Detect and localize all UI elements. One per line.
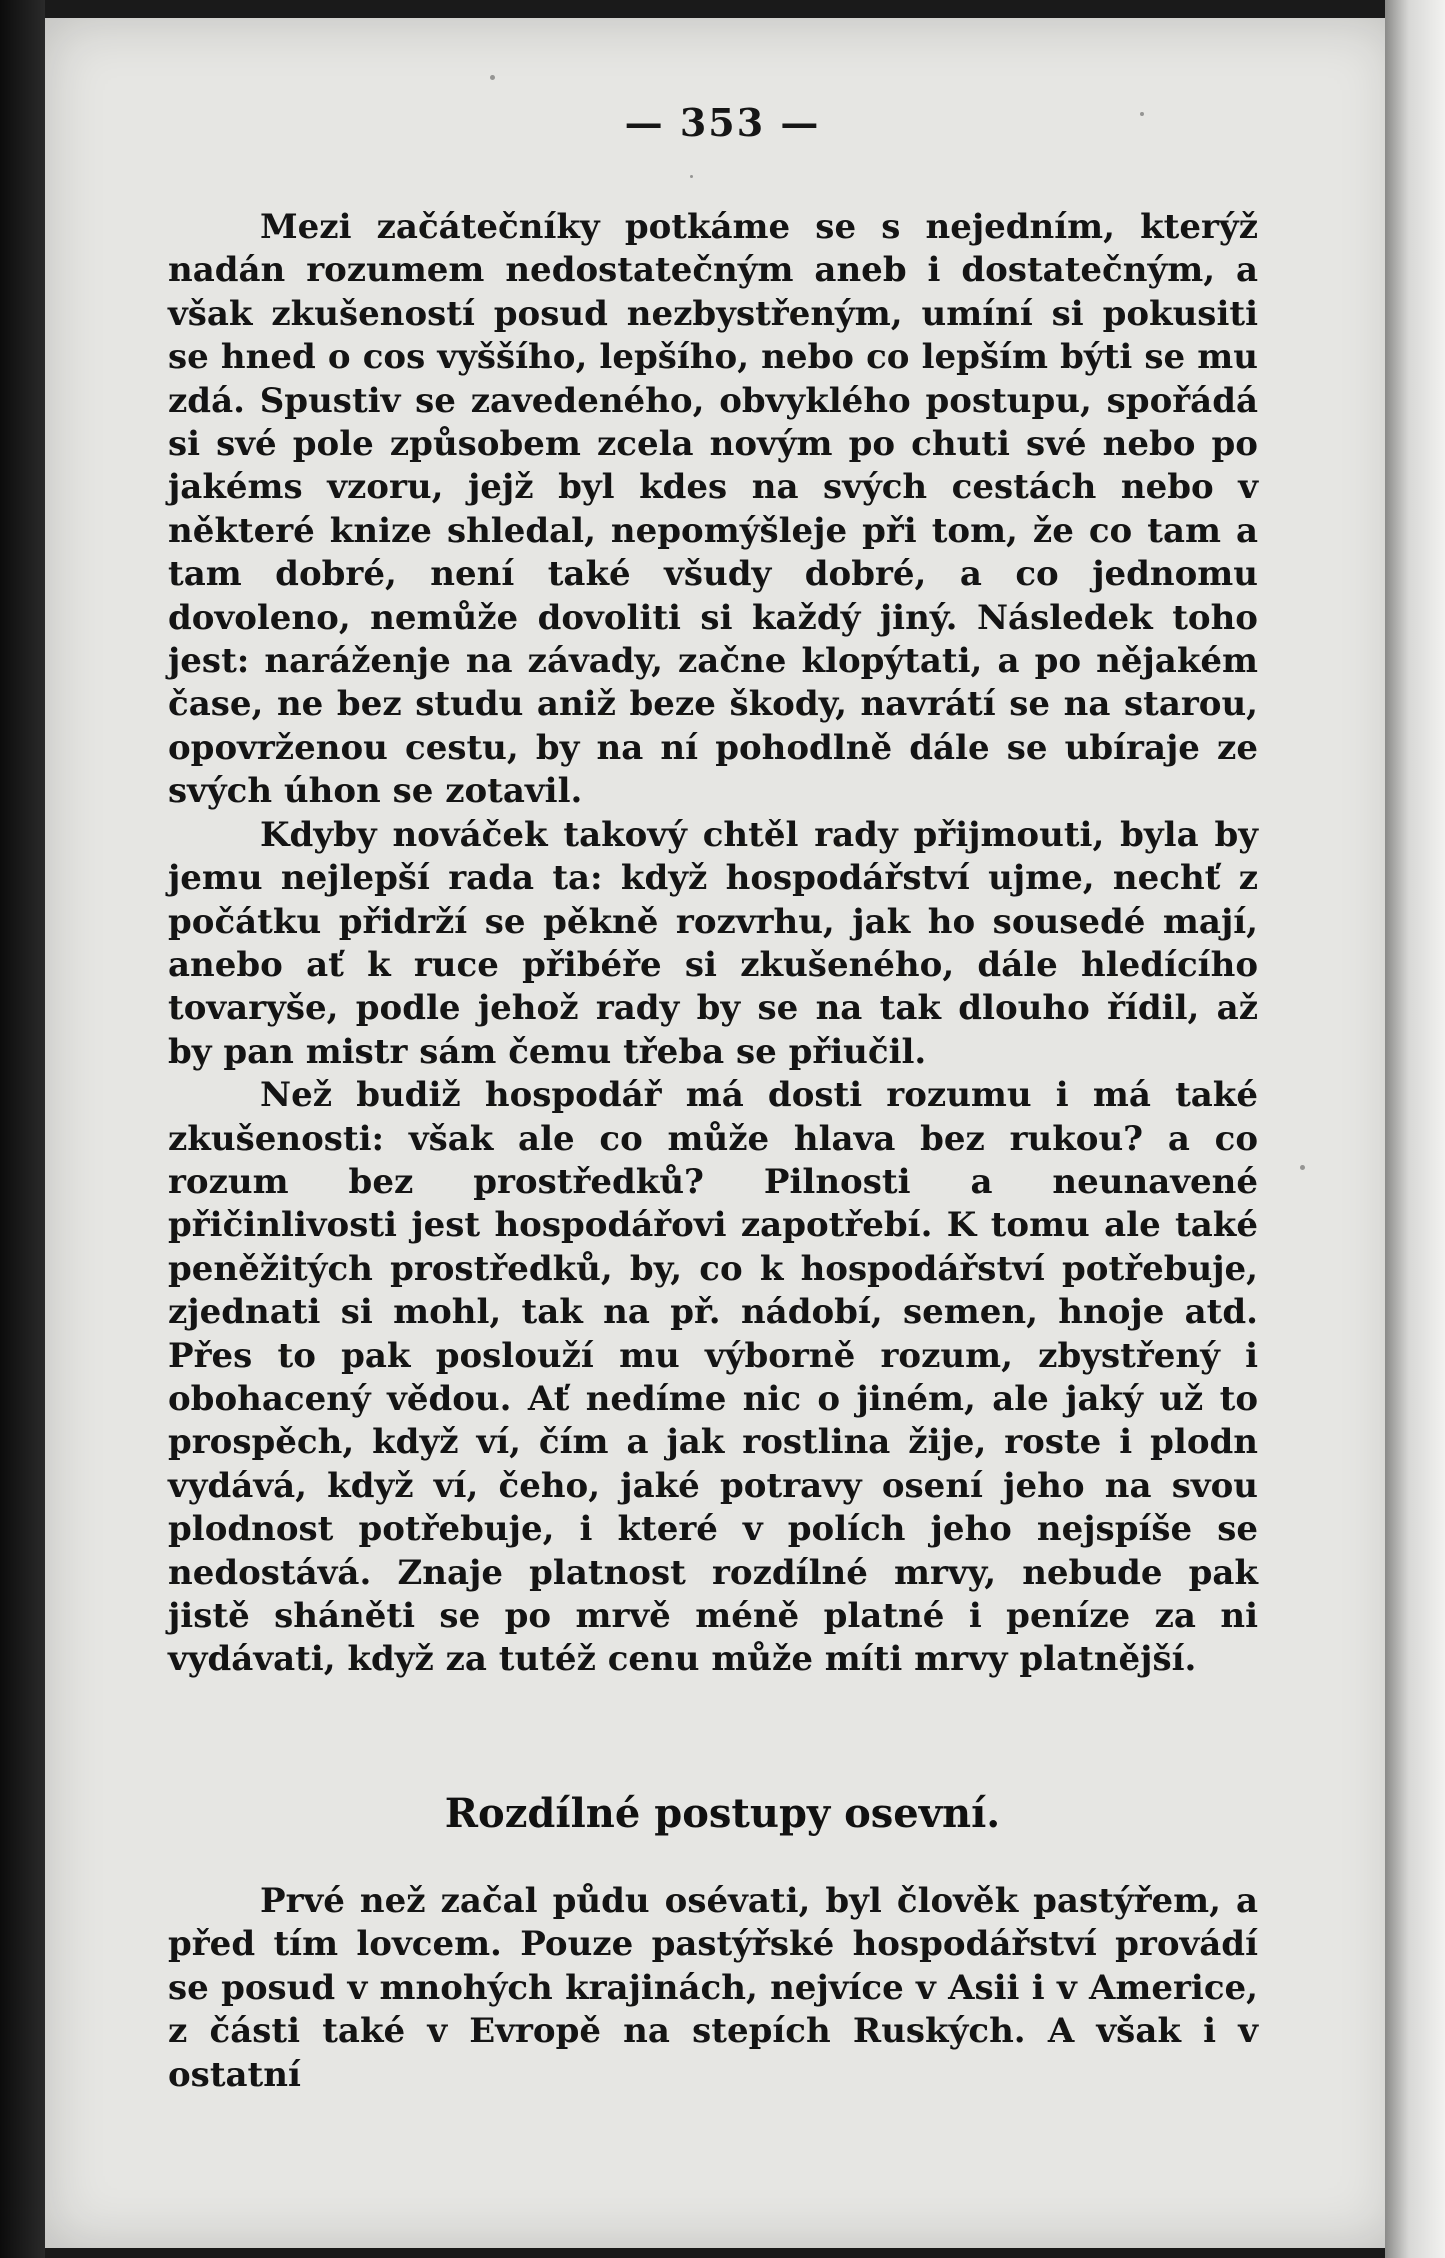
scan-speck [690,175,693,178]
paragraph-advice: Kdyby nováček takový chtěl rady přijmouti, byla by jemu nejlepší rada ta: když hospodářství ujme, nechť z počátku přidrží se pěkně rozvrhu, jak ho sousedé mají, anebo ať k ruce přibéře si zkušeného, dále hledícího tovaryše, podle jehož rady by se na tak dlouho řídil, až by pan mistr sám čemu třeba se přiučil. [168,814,1258,1072]
scan-speck [1140,112,1144,116]
scan-right-edge [1385,0,1445,2258]
paragraph-means: Než budiž hospodář má dosti rozumu i má také zkušenosti: však ale co může hlava bez rukou? a co rozum bez prostředků? Pilnosti a neunavené přičinlivosti jest hospodářovi zapotřebí. K tomu ale také peněžitých prostředků, by, co k hospodářství potřebuje, zjednati si mohl, tak na př. nádobí, semen, hnoje atd. Přes to pak poslouží mu výborně rozum, zbystřený i obohacený vědou. Ať nedíme nic o jiném, ale jaký už to prospěch, když ví, čím a jak rostlina žije, roste i plodn vydává, když ví, čeho, jaké potravy osení jeho na svou plodnost potřebuje, i které v polích jeho nejspíše se nedostává. Znaje platnost rozdílné mrvy, nebude pak jistě sháněti se po mrvě méně platné i peníze za ni vydávati, když za tutéž cenu může míti mrvy platnější. [168,1075,1258,1680]
scan-speck [1300,1165,1305,1170]
paragraph-novice-mistakes: Mezi začátečníky potkáme se s nejedním, kterýž nadán rozumem nedostatečným aneb i dostatečným, a však zkušeností posud nezbystřeným, umíní si pokusiti se hned o cos vyššího, lepšího, nebo co lepším býti se mu zdá. Spustiv se zavedeného, obvyklého postupu, spořádá si své pole způsobem zcela novým po chuti své nebo po jakéms vzoru, jejž byl kdes na svých cestách nebo v některé knize shledal, nepomýšleje při tom, že co tam a tam dobré, není také všudy dobré, a co jednomu dovoleno, nemůže dovoliti si každý jiný. Následek toho jest: naráženje na závady, začne klopýtati, a po nějakém čase, ne bez studu aniž beze škody, navrátí se na starou, opovrženou cestu, by na ní pohodlně dále se ubíraje ze svých úhon se zotavil. [168,207,1258,812]
scan-speck [490,75,495,80]
section-heading: Rozdílné postupy osevní. [444,1790,1001,1837]
section-text-block [168,1880,1258,2097]
paragraph-history: Prvé než začal půdu osévati, byl člověk pastýřem, a před tím lovcem. Pouze pastýřské hospodářství provádí se posud v mnohých krajinách, nejvíce v Asii i v Americe, z části také v Evropě na stepích Ruských. A však i v ostatní [168,1881,1258,2095]
page-number: — 353 — [624,100,821,145]
scan-left-margin [0,0,45,2258]
main-text-block [168,206,1258,1682]
